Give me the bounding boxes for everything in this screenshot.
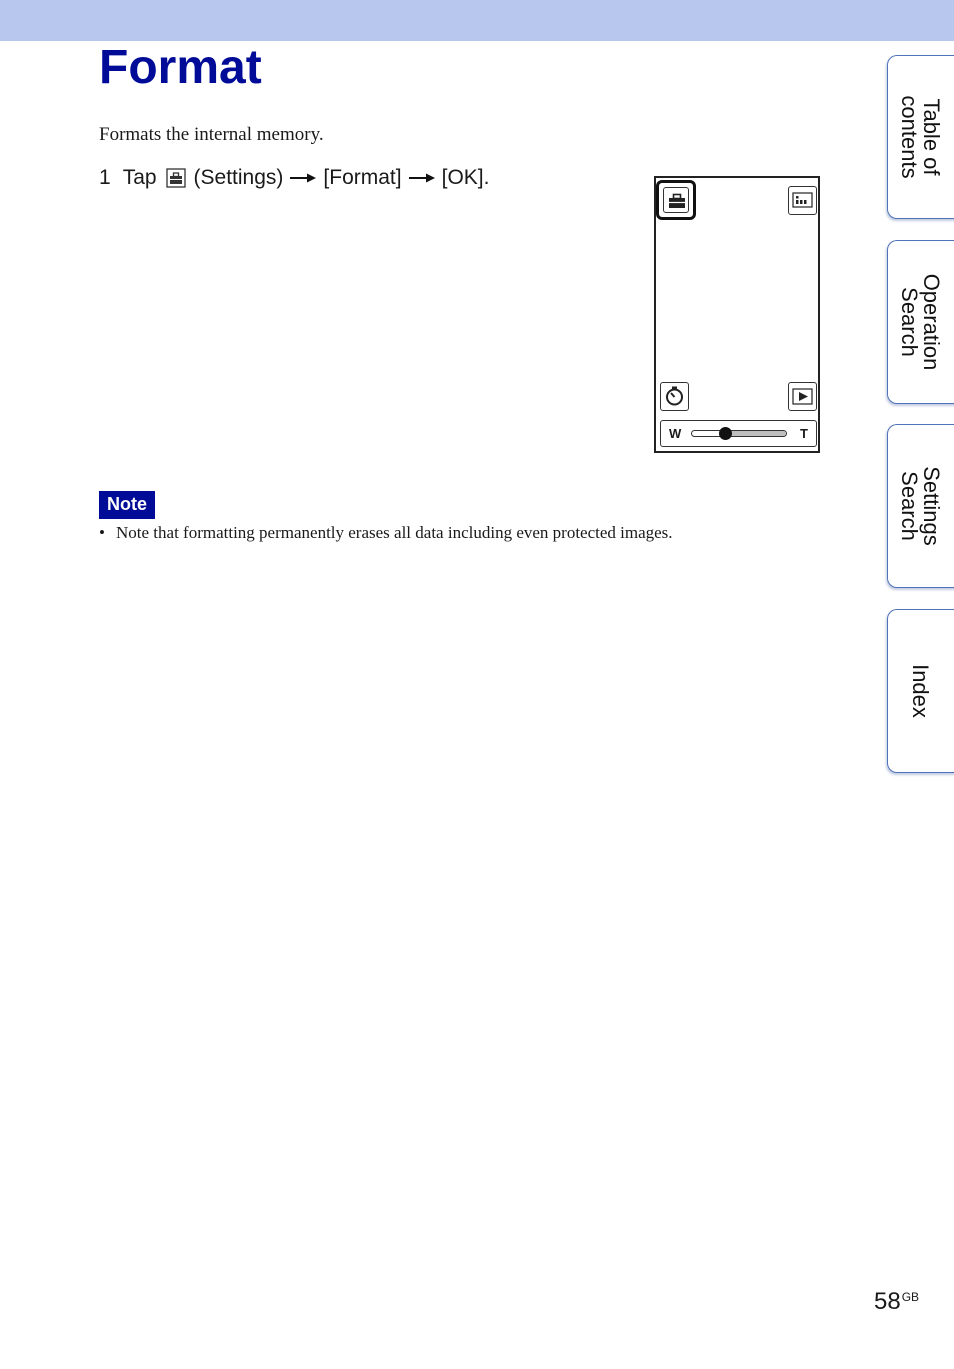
page-number — [874, 1288, 919, 1316]
camera-screen-illustration — [654, 176, 820, 453]
step-settings-text: (Settings) — [193, 166, 284, 189]
note-item-text: Note that formatting permanently erases all data including even protected images. — [116, 523, 673, 542]
tab-settings-search[interactable] — [887, 424, 954, 588]
zoom-lever — [660, 420, 817, 447]
screen-display-button — [788, 186, 817, 215]
intro-text: Formats the internal memory. — [99, 124, 324, 145]
note-label: Note — [99, 491, 155, 519]
header-band — [0, 0, 954, 41]
tab-label: Index — [907, 664, 933, 718]
step-ok-text: [OK]. — [441, 166, 490, 189]
screen-self-timer-button — [660, 382, 689, 411]
zoom-wide-label: W — [669, 426, 682, 441]
settings-icon — [166, 168, 186, 188]
zoom-track — [691, 430, 787, 437]
tab-label: Table of contents — [896, 95, 944, 179]
page-number-suffix: GB — [901, 1290, 920, 1304]
bullet: • — [99, 523, 105, 542]
arrow-right-icon — [289, 173, 317, 183]
step-1 — [99, 166, 489, 190]
page-number-value: 58 — [874, 1288, 901, 1315]
zoom-tele-label: T — [800, 426, 808, 441]
page-title: Format — [99, 41, 262, 94]
tab-operation-search[interactable] — [887, 240, 954, 404]
tab-table-of-contents[interactable] — [887, 55, 954, 219]
screen-settings-button — [656, 180, 696, 220]
note-item — [99, 523, 673, 543]
arrow-right-icon — [408, 173, 436, 183]
zoom-knob — [719, 427, 732, 440]
playback-icon — [789, 383, 816, 410]
display-icon — [789, 187, 816, 214]
tab-label: Settings Search — [896, 466, 944, 546]
tab-label: Operation Search — [896, 273, 944, 371]
zoom-fill — [725, 431, 786, 436]
settings-icon — [664, 188, 690, 214]
screen-playback-button — [788, 382, 817, 411]
tab-index[interactable] — [887, 609, 954, 773]
step-tap-text: Tap — [122, 166, 157, 189]
self-timer-icon — [661, 383, 688, 410]
step-format-text: [Format] — [323, 166, 402, 189]
step-number: 1 — [99, 166, 111, 189]
